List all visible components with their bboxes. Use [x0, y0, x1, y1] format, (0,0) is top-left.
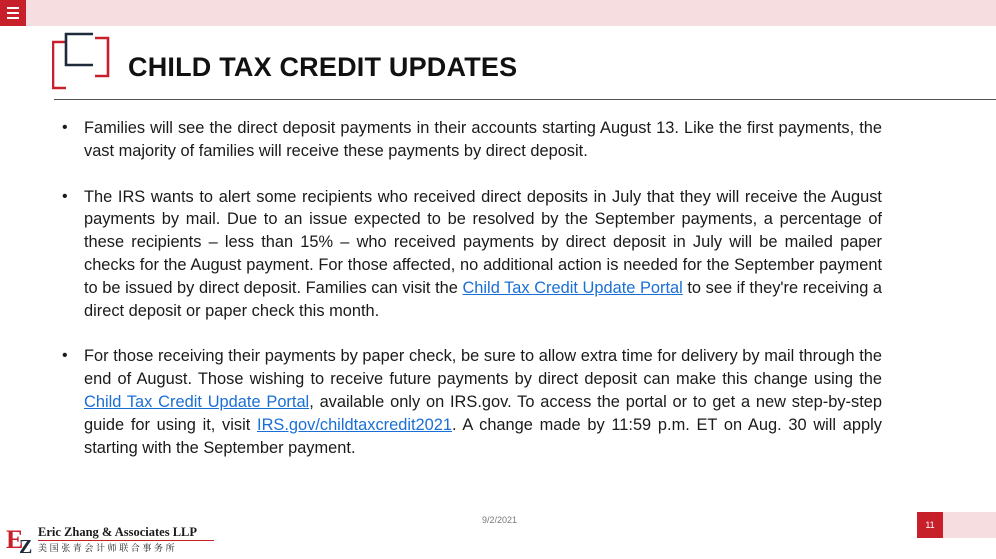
bullet-text: The IRS wants to alert some recipients who received direct deposits in July that they will receive the August payments by mail. Due to an issue expected to be resolved by the September payments, a percentage of these recipients – less than 15% – who received payments by direct deposit in July will be mailed paper checks for the August payment. For those affected, no additional action is needed for the September payment to be issued by direct deposit. Families can visit the	[84, 187, 882, 297]
bullet-text: For those receiving their payments by paper check, be sure to allow extra time for delivery by mail through the end of August. Those wishing to receive future payments by direct deposit can make this change using the	[84, 347, 882, 389]
bullet-text: . A change made by 11:59 p.m. ET on Aug. 30 will apply starting with the September payment.	[84, 415, 882, 457]
bullet-icon: •	[62, 187, 68, 205]
ez-logo-icon	[6, 524, 40, 554]
ctc-update-portal-link[interactable]: Child Tax Credit Update Portal	[84, 392, 310, 411]
bullet-icon: •	[62, 347, 68, 365]
bullet-text: Families will see the direct deposit payments in their accounts starting August 13. Like the first payments, the vast majority of families will receive these payments by direct deposit.	[84, 119, 882, 160]
firm-name-chinese: 美国张青会计师联合事务所	[38, 544, 178, 554]
bracket-logo-icon	[52, 32, 110, 90]
firm-name: Eric Zhang & Associates LLP	[38, 525, 198, 539]
bullet-text: to see if they're receiving a direct deposit or paper check this month.	[84, 278, 883, 320]
footer-date: 9/2/2021	[482, 515, 518, 525]
page-title: CHILD TAX CREDIT UPDATES	[128, 52, 518, 82]
bullet-text: , available only on IRS.gov. To access the portal or to get a new step-by-step guide for using it, visit	[84, 392, 882, 434]
irs-childtaxcredit-link[interactable]: IRS.gov/childtaxcredit2021	[257, 415, 452, 434]
bullet-icon: •	[62, 119, 68, 136]
list-item	[60, 186, 882, 323]
menu-button[interactable]	[0, 0, 26, 26]
content-body	[60, 117, 882, 459]
title-divider	[54, 99, 996, 100]
hamburger-menu-icon	[7, 6, 19, 20]
ctc-update-portal-link[interactable]: Child Tax Credit Update Portal	[462, 278, 683, 297]
svg-text:E: E	[6, 525, 24, 554]
page-number: 11	[917, 512, 943, 538]
top-band	[0, 0, 996, 26]
svg-text:Z: Z	[19, 536, 33, 554]
list-item	[60, 117, 882, 163]
page-band	[943, 512, 996, 538]
list-item	[60, 345, 882, 459]
